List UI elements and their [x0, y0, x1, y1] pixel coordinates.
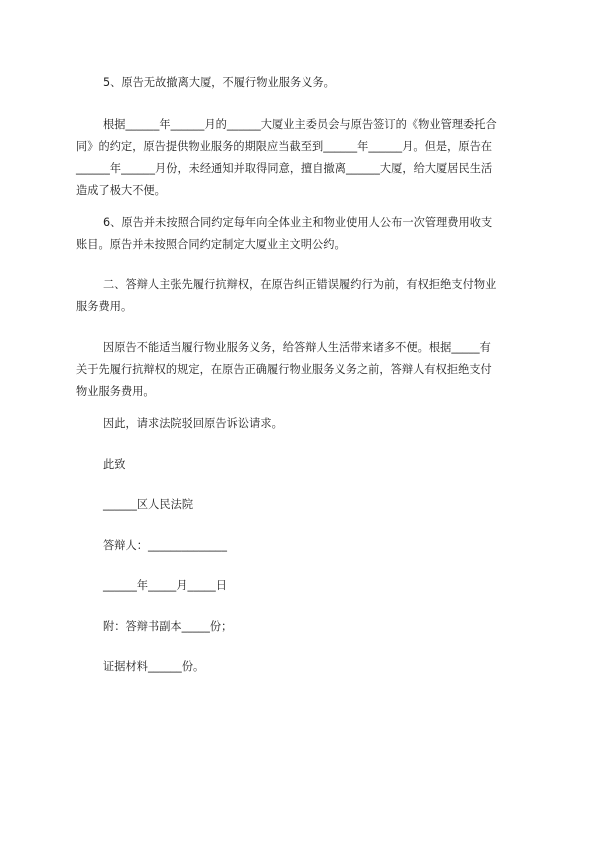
point2-detail-paragraph	[103, 337, 533, 359]
attachment-line: 附：答辩书副本_____份；	[103, 620, 233, 633]
text-line: 关于先履行抗辩权的规定，在原告正确履行物业服务义务之前，答辩人有权拒绝支付	[76, 363, 492, 376]
text-line: 根据______年______月的______大厦业主委员会与原告签订的《物业管理委托合	[103, 118, 497, 131]
point2-paragraph	[103, 274, 533, 296]
item5-paragraph	[103, 72, 533, 94]
text-line: 同》的约定，原告提供物业服务的期限应当截至到______年______月。但是，原告在	[76, 140, 493, 153]
text-line: 服务费用。	[76, 300, 133, 313]
date-line: ______年_____月_____日	[103, 579, 228, 592]
text-line: 6、原告并未按照合同约定每年向全体业主和物业使用人公布一次管理费用收支	[103, 216, 493, 229]
point2-detail-continued	[76, 359, 524, 403]
text-line: 物业服务费用。	[76, 385, 155, 398]
item6-paragraph	[103, 212, 533, 234]
evidence-line: 证据材料______份。	[103, 660, 205, 673]
conclusion: 因此，请求法院驳回原告诉讼请求。	[103, 417, 283, 430]
court-name: ______区人民法院	[103, 498, 194, 511]
text-line: 5、原告无故撤离大厦，不履行物业服务义务。	[103, 76, 335, 89]
respondent-signature: 答辩人：______________	[103, 539, 227, 552]
text-line: 因原告不能适当履行物业服务义务，给答辩人生活带来诸多不便。根据_____有	[103, 341, 491, 354]
text-line: 二、答辩人主张先履行抗辩权，在原告纠正错误履约行为前，有权拒绝支付物业	[103, 278, 497, 291]
item5-detail-paragraph	[103, 114, 533, 136]
item6-continued	[76, 234, 524, 256]
item5-detail-continued	[76, 136, 524, 202]
closing-salutation: 此致	[103, 458, 126, 471]
point2-continued	[76, 296, 524, 318]
text-line: ______年______月份，未经通知并取得同意，擅自撤离______大厦，给大厦居民生活	[76, 162, 493, 175]
text-line: 账目。原告并未按照合同约定制定大厦业主文明公约。	[76, 238, 346, 251]
text-line: 造成了极大不便。	[76, 184, 166, 197]
